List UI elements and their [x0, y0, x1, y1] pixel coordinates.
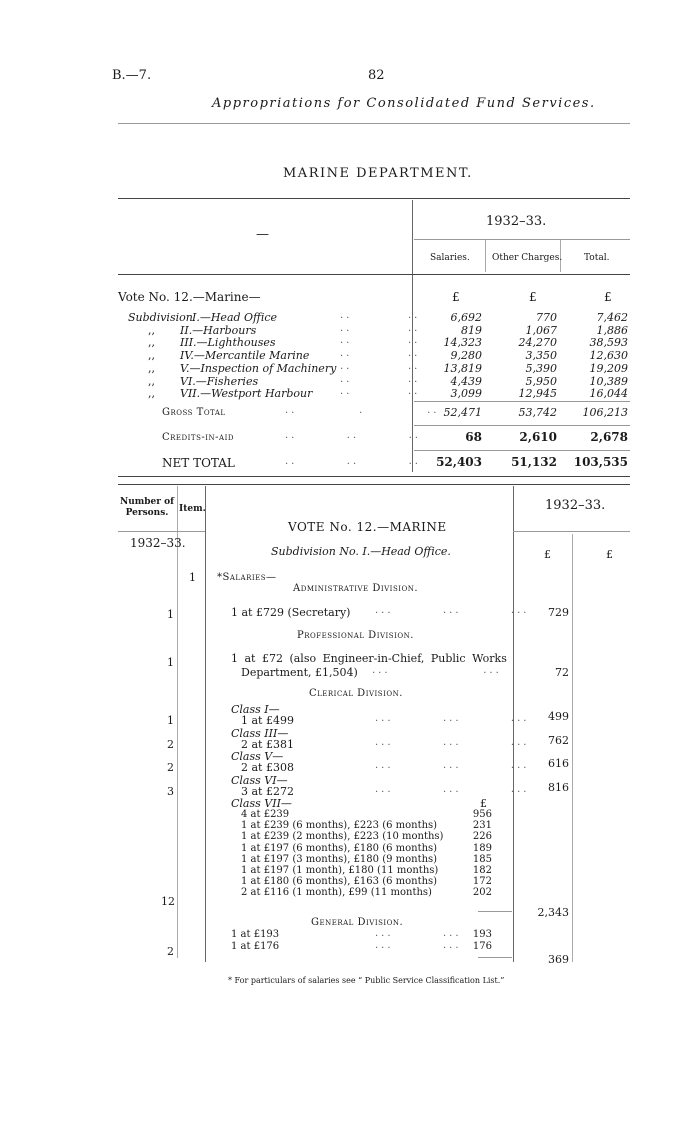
- subdivision-label: Subdivision: [128, 311, 193, 324]
- clerical-total: 2,343: [537, 906, 569, 919]
- leader-dots: .. ..: [340, 310, 421, 321]
- gross-other: 53,742: [518, 406, 557, 419]
- prof-line-2: Department, £1,504): [241, 666, 358, 679]
- class-line: 2 at £381: [241, 737, 294, 751]
- net-total-label: NET TOTAL: [162, 456, 235, 470]
- class-vii-line: 1 at £239 (6 months), £223 (6 months): [241, 820, 438, 832]
- general-line: 1 at £193: [231, 929, 280, 940]
- general-line: 1 at £176: [231, 940, 280, 952]
- item-number: 1: [189, 571, 196, 584]
- general-division: General Division.: [311, 917, 404, 928]
- prof-line-1: 1 at £72 (also Engineer-in-Chief, Public Works: [231, 652, 507, 665]
- class-vii-line: 1 at £180 (6 months), £163 (6 months): [241, 876, 438, 888]
- page-number: 82: [368, 68, 385, 83]
- leader-dots: .. ..: [340, 335, 421, 347]
- class-amount: 499: [548, 710, 569, 723]
- salaries-value: 14,323: [443, 336, 482, 350]
- class-vii-amount: 231: [472, 820, 492, 832]
- subdivision-title: Subdivision No. I.—Head Office.: [271, 545, 451, 558]
- class-persons: 2: [167, 737, 174, 751]
- class-vii-line: 1 at £239 (2 months), £223 (10 months): [241, 831, 444, 843]
- leader-dots: .. ..: [340, 373, 421, 385]
- class-label: Class V—: [231, 750, 284, 763]
- class-line: 3 at £272: [241, 784, 294, 798]
- class-vii-amount: 172: [472, 876, 492, 888]
- class-persons: 3: [167, 784, 174, 798]
- professional-division: Professional Division.: [297, 630, 414, 641]
- department-title: MARINE DEPARTMENT.: [283, 166, 473, 181]
- salaries-value: 3,099: [450, 387, 482, 401]
- total-value: 10,389: [589, 374, 628, 388]
- total-value: 19,209: [589, 361, 628, 375]
- currency-other: £: [529, 290, 537, 304]
- detail-currency-1: £: [544, 548, 551, 561]
- col-other-charges: Other Charges.: [492, 253, 563, 263]
- summary-year: 1932–33.: [486, 214, 547, 229]
- class-vii-line: 1 at £197 (6 months), £180 (6 months): [241, 842, 438, 854]
- document-ref: B.—7.: [112, 68, 152, 83]
- subdivision-name: IV.—Mercantile Marine: [180, 349, 310, 363]
- summary-top-rule: [118, 198, 630, 199]
- other-charges-value: 24,270: [518, 336, 557, 350]
- other-charges-value: 5,950: [525, 374, 557, 388]
- detail-year-left: 1932–33.: [130, 536, 186, 550]
- leader-dots: ... ...: [375, 928, 462, 939]
- footnote: * For particulars of salaries see “ Public Service Classification List.”: [228, 976, 505, 985]
- leader-dots: ... ... ...: [375, 783, 530, 795]
- salaries-value: 13,819: [443, 361, 482, 375]
- leader-dots: ... ...: [375, 939, 462, 951]
- gross-salaries: 52,471: [443, 406, 482, 419]
- total-value: 16,044: [589, 387, 628, 401]
- currency-total: £: [604, 290, 612, 304]
- general-amount: 176: [472, 940, 492, 952]
- total-value: 38,593: [589, 336, 628, 350]
- class-line: 2 at £308: [241, 761, 294, 774]
- class-vii-amount: 202: [472, 887, 492, 899]
- ditto-mark: ,,: [148, 349, 155, 363]
- class-amount: 816: [548, 780, 569, 794]
- class-vii-line: 1 at £197 (1 month), £180 (11 months): [241, 865, 439, 876]
- leader-dots: ... ... ...: [375, 760, 530, 771]
- other-charges-value: 12,945: [518, 387, 557, 401]
- salaries-value: 9,280: [450, 349, 482, 363]
- class-amount: 762: [548, 733, 569, 747]
- net-other: 51,132: [511, 455, 557, 469]
- detail-currency-2: £: [606, 548, 613, 561]
- col-salaries: Salaries.: [430, 253, 470, 263]
- class-vii-amount: 956: [472, 809, 492, 820]
- gross-total: 106,213: [582, 406, 628, 419]
- total-value: 7,462: [596, 311, 628, 324]
- leader-dots: ... ... ...: [375, 736, 530, 748]
- administrative-division: Administrative Division.: [293, 583, 419, 594]
- clerical-division: Clerical Division.: [309, 688, 403, 699]
- prof-amount: 72: [555, 666, 569, 679]
- net-total: 103,535: [573, 455, 628, 469]
- general-persons: 2: [167, 945, 174, 958]
- header-rule: [118, 123, 630, 124]
- general-total: 369: [548, 953, 569, 966]
- ditto-mark: ,,: [148, 374, 155, 388]
- net-salaries: 52,403: [436, 455, 482, 469]
- total-value: 1,886: [596, 323, 628, 337]
- total-value: 12,630: [589, 349, 628, 363]
- credits-salaries: 68: [465, 430, 482, 444]
- class-label: Class I—: [231, 703, 280, 716]
- currency-salaries: £: [452, 290, 460, 304]
- admin-amount: 729: [548, 606, 569, 619]
- prof-persons: 1: [167, 656, 174, 669]
- class-vii-line: 1 at £197 (3 months), £180 (9 months): [241, 853, 438, 865]
- vote-title: VOTE No. 12.—MARINE: [288, 520, 447, 534]
- gross-total-label: Gross Total: [162, 407, 226, 418]
- header-dash: —: [256, 227, 269, 242]
- summary-bottom-rule: [118, 476, 630, 477]
- leader-dots: .. ..: [340, 322, 421, 334]
- general-amount: 193: [472, 929, 492, 940]
- detail-year-right: 1932–33.: [545, 498, 606, 513]
- leader-dots: .. ..: [340, 360, 421, 372]
- leader-dots: ... ... ...: [375, 713, 530, 724]
- class-persons: 2: [167, 761, 174, 774]
- credits-total: 2,678: [590, 430, 628, 444]
- credits-other: 2,610: [519, 430, 557, 444]
- class-vii-line: 2 at £116 (1 month), £99 (11 months): [241, 887, 432, 899]
- leader-dots: .. ..: [340, 386, 421, 398]
- col-number-of-persons: Number of Persons.: [119, 497, 175, 518]
- salaries-value: 4,439: [450, 374, 482, 388]
- admin-persons: 1: [167, 608, 174, 621]
- summary-header-rule: [118, 274, 630, 275]
- salaries-heading: *Salaries—: [217, 572, 277, 583]
- salaries-value: 819: [461, 323, 482, 337]
- class-vii-line: 4 at £239: [241, 809, 290, 820]
- other-charges-value: 3,350: [525, 349, 557, 363]
- class-vii-amount: 189: [472, 842, 492, 854]
- class-line: 1 at £499: [241, 714, 294, 727]
- vote-label: Vote No. 12.—Marine—: [118, 290, 261, 304]
- col-item: Item.: [179, 504, 206, 514]
- subdivision-name: I.—Head Office: [192, 311, 278, 324]
- credits-label: Credits-in-aid: [162, 432, 234, 443]
- class-vii-persons: 12: [161, 895, 175, 908]
- other-charges-value: 770: [536, 311, 557, 324]
- salaries-value: 6,692: [450, 311, 482, 324]
- ditto-mark: ,,: [148, 387, 155, 401]
- ditto-mark: ,,: [148, 323, 155, 337]
- class-persons: 1: [167, 714, 174, 727]
- leader-dots: .. ..: [340, 348, 421, 360]
- other-charges-value: 5,390: [525, 361, 557, 375]
- ditto-mark: ,,: [148, 336, 155, 350]
- admin-line: 1 at £729 (Secretary): [231, 606, 351, 619]
- subdivision-name: VII.—Westport Harbour: [180, 387, 313, 401]
- subdivision-name: II.—Harbours: [180, 323, 257, 337]
- subdivision-name: V.—Inspection of Machinery: [180, 361, 337, 375]
- class-label: Class VI—: [231, 773, 288, 787]
- subdivision-name: VI.—Fisheries: [180, 374, 259, 388]
- subdivision-name: III.—Lighthouses: [180, 336, 276, 350]
- class-vii-amount: 226: [472, 831, 492, 843]
- running-title: Appropriations for Consolidated Fund Services.: [212, 96, 596, 111]
- detail-top-rule: [118, 484, 630, 485]
- class-vii-amount: 182: [472, 865, 492, 876]
- year-underline: [414, 239, 630, 240]
- ditto-mark: ,,: [148, 361, 155, 375]
- class-vii-currency: £: [480, 797, 487, 810]
- col-total: Total.: [584, 253, 610, 263]
- other-charges-value: 1,067: [525, 323, 557, 337]
- class-amount: 616: [548, 757, 569, 770]
- class-vii-amount: 185: [472, 853, 492, 865]
- class-vii-label: Class VII—: [231, 797, 292, 810]
- class-label: Class III—: [231, 726, 289, 740]
